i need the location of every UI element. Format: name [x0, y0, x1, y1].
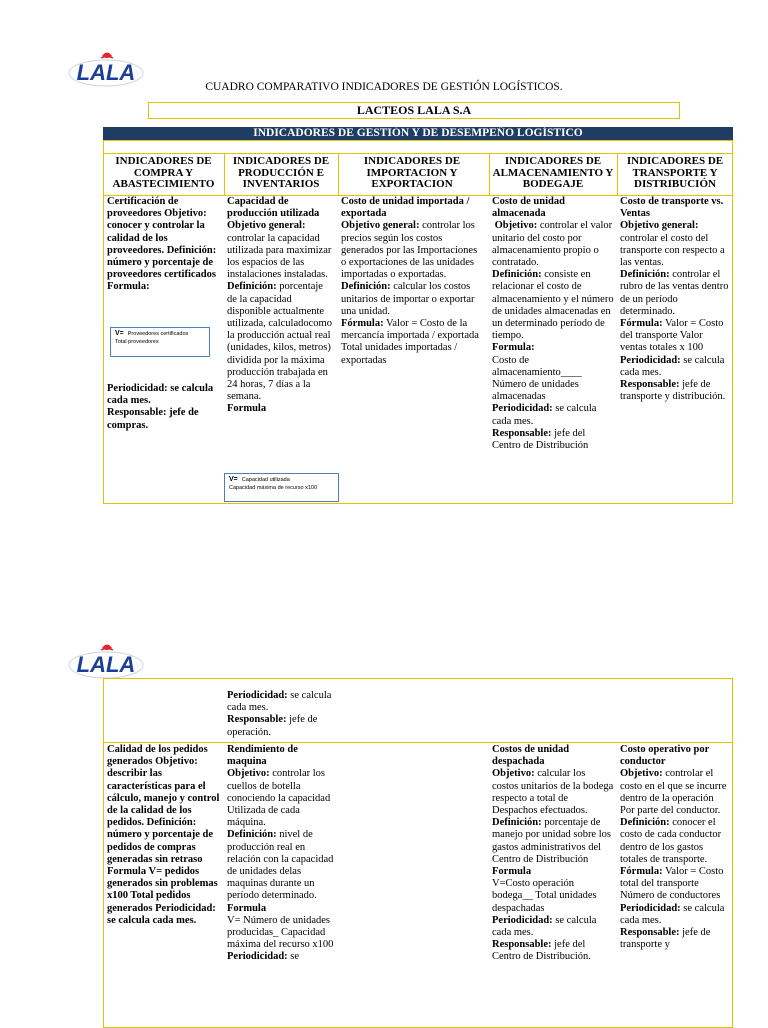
- indicator-costo-conductor: Costo operativo por conductor Objetivo: controlar el costo en el que se incurre dentro de la operación Por parte del conductor. Definición: conocer el costo de cada conductor dentro de los gastos totales de transporte. Fórmula: Valor = Costo total del transporte Número de conductores Periodicidad: se calcula cada mes. Responsable: jefe de transporte y: [620, 744, 727, 951]
- continued-operacion: Periodicidad: se calcula cada mes. Responsable: jefe de operación.: [227, 690, 332, 738]
- lala-logo: [68, 640, 146, 680]
- formula-box-capacidad: V= Capacidad utilizada Capacidad máxima de recurso x100: [224, 473, 339, 502]
- header-divider: [103, 153, 733, 154]
- indicator-certificacion: Certificación de proveedores Objetivo: conocer y controlar la calidad de los proveedores. Definición: número y porcentaje de proveedores certificados Formula:: [107, 196, 217, 293]
- header-compra: INDICADORES DE COMPRA Y ABASTECIMIENTO: [112, 155, 215, 190]
- indicator-almacenamiento: Costo de unidad almacenada Objetivo: controlar el valor unitario del costo por almacenamiento propio o contratado. Definición: consiste en relacionar el costo de almacenamiento y el número de unidades almacenadas en un determinado período de tiempo. Formula: Costo de almacenamiento____ Número de unidades almacenadas Periodicidad: se calcula cada mes. Responsable: jefe del Centro de Distribución: [492, 196, 614, 452]
- indicator-calidad-pedidos: Calidad de los pedidos generados Objetivo: describir las características para el cálculo, manejo y control de la calidad de los pedidos. Definición: número y porcentaje de pedidos de compras generadas sin retraso Formula V= pedidos generados sin problemas x100 Total pedidos generados Periodicidad: se calcula cada mes.: [107, 744, 220, 926]
- indicator-importacion: Costo de unidad importada / exportada Objetivo general: controlar los precios según los costos generados por las Importaciones o exportaciones de las unidades importadas o exportadas. Definición: calcular los costos unitarios de importar o exportar una unidad. Fórmula: Valor = Costo de la mercancía importada / exportada Total unidades importadas / exportadas: [341, 196, 479, 366]
- header-almacenamiento: INDICADORES DE ALMACENAMIENTO Y BODEGAJE: [492, 155, 614, 190]
- indicator-rendimiento: Rendimiento de maquina Objetivo: controlar los cuellos de botella conociendo la capacidad Utilizada de cada máquina. Definición: nivel de producción real en relación con la capacidad de unidades delas maquinas durante un período determinado. Formula V= Número de unidades producidas_ Capacidad máxima del recurso x100 Periodicidad: se: [227, 744, 334, 963]
- company-name: LACTEOS LALA S.A: [148, 102, 680, 119]
- svg-text:LALA: LALA: [76, 60, 136, 85]
- indicator-capacidad: Capacidad de producción utilizada Objetivo general: controlar la capacidad utilizada para maximizar los espacios de las instalaciones instaladas. Definición: porcentaje de la capacidad disponible actualmente utilizada, calculadocomo la producción actual real (unidades, kilos, metros) dividida por la máxima producción trabajada en 24 horas, 7 días a la semana. Formula: [227, 196, 332, 415]
- column-divider: [338, 153, 339, 195]
- section-band: INDICADORES DE GESTIÓN Y DE DESEMPEÑO LOGÍSTICO: [103, 127, 733, 140]
- header-importacion: INDICADORES DE IMPORTACION Y EXPORTACION: [363, 155, 461, 190]
- header-transporte: INDICADORES DE TRANSPORTE Y DISTRIBUCIÓN: [626, 155, 724, 190]
- indicator-certificacion-period: Periodicidad: se calcula cada mes. Responsable: jefe de compras.: [107, 383, 214, 431]
- document-title: CUADRO COMPARATIVO INDICADORES DE GESTIÓN LOGÍSTICOS.: [205, 81, 563, 93]
- header-produccion: INDICADORES DE PRODUCCIÓN E INVENTARIOS: [232, 155, 330, 190]
- column-divider: [224, 153, 225, 195]
- column-divider: [489, 153, 490, 195]
- column-divider: [617, 153, 618, 195]
- row-divider: [103, 742, 733, 743]
- indicator-transporte: Costo de transporte vs. Ventas Objetivo general: controlar el costo del transporte con respecto a las ventas. Definición: controlar el rubro de las ventas dentro de un período determinado. Fórmula: Valor = Costo del transporte Valor ventas totales x 100 Periodicidad: se calcula cada mes. Responsable: jefe de transporte y distribución.: [620, 196, 729, 403]
- indicator-unidad-despachada: Costos de unidad despachada Objetivo: calcular los costos unitarios de la bodega respecto a total de Despachos efectuados. Definición: porcentaje de manejo por unidad sobre los gastos administrativos del Centro de Distribución Formula V=Costo operación bodega__ Total unidades despachadas Periodicidad: se calcula cada mes. Responsable: jefe del Centro de Distribución.: [492, 744, 614, 963]
- svg-text:LALA: LALA: [76, 652, 136, 677]
- formula-box-certificacion: V= Proveedores certificados Total proveedores: [110, 327, 210, 357]
